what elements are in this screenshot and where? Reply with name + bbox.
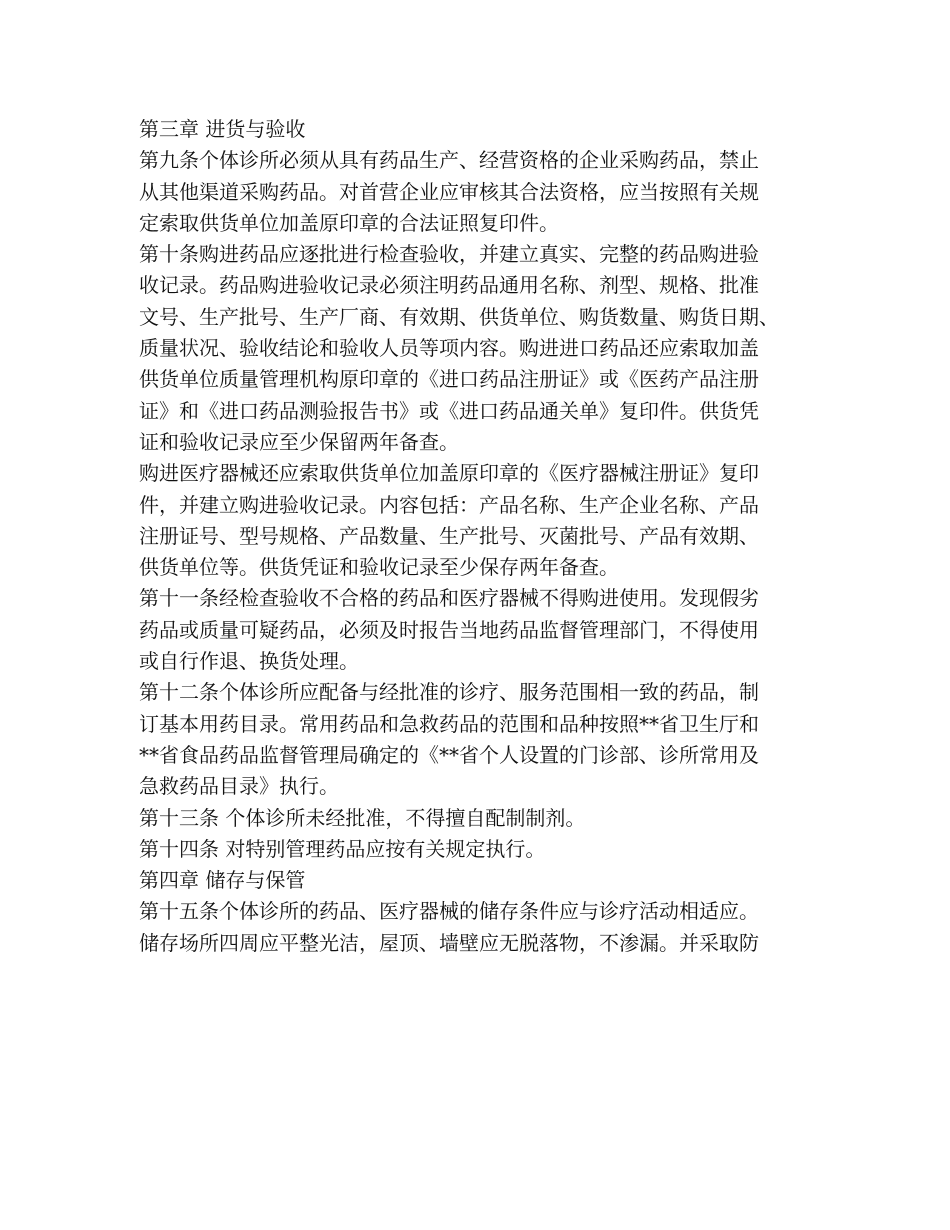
- text-line: 定索取供货单位加盖原印章的合法证照复印件。: [139, 210, 559, 235]
- document-body: [139, 114, 829, 959]
- text-line: 第十三条 个体诊所未经批准，不得擅自配制制剂。: [139, 805, 586, 830]
- text-line: 购进医疗器械还应索取供货单位加盖原印章的《医疗器械注册证》复印: [139, 461, 759, 486]
- text-line: 证》和《进口药品测验报告书》或《进口药品通关单》复印件。供货凭: [139, 398, 759, 423]
- text-line: 储存场所四周应平整光洁，屋顶、墙壁应无脱落物，不渗漏。并采取防: [139, 930, 759, 955]
- text-line: 质量状况、验收结论和验收人员等项内容。购进进口药品还应索取加盖: [139, 336, 759, 361]
- text-line: 证和验收记录应至少保留两年备查。: [139, 429, 459, 454]
- text-line: 件，并建立购进验收记录。内容包括：产品名称、生产企业名称、产品: [139, 492, 759, 517]
- chapter-heading-4: 第四章 储存与保管: [139, 868, 306, 893]
- text-line: 文号、生产批号、生产厂商、有效期、供货单位、购货数量、购货日期、: [139, 304, 779, 329]
- text-line: 第十一条经检查验收不合格的药品和医疗器械不得购进使用。发现假劣: [139, 586, 759, 611]
- text-line: 急救药品目录》执行。: [139, 774, 339, 799]
- text-line: 收记录。药品购进验收记录必须注明药品通用名称、剂型、规格、批准: [139, 273, 759, 298]
- text-line: 第九条个体诊所必须从具有药品生产、经营资格的企业采购药品，禁止: [139, 148, 759, 173]
- text-line: 第十条购进药品应逐批进行检查验收，并建立真实、完整的药品购进验: [139, 242, 759, 267]
- text-line: 第十四条 对特别管理药品应按有关规定执行。: [139, 836, 546, 861]
- text-line: 订基本用药目录。常用药品和急救药品的范围和品种按照**省卫生厅和: [139, 711, 759, 736]
- text-line: 第十二条个体诊所应配备与经批准的诊疗、服务范围相一致的药品，制: [139, 680, 759, 705]
- text-line: 第十五条个体诊所的药品、医疗器械的储存条件应与诊疗活动相适应。: [139, 899, 759, 924]
- text-line: 药品或质量可疑药品，必须及时报告当地药品监督管理部门，不得使用: [139, 617, 759, 642]
- text-line: 注册证号、型号规格、产品数量、生产批号、灭菌批号、产品有效期、: [139, 523, 759, 548]
- text-line: 供货单位质量管理机构原印章的《进口药品注册证》或《医药产品注册: [139, 367, 759, 392]
- text-line: **省食品药品监督管理局确定的《**省个人设置的门诊部、诊所常用及: [139, 742, 759, 767]
- text-line: 或自行作退、换货处理。: [139, 649, 359, 674]
- text-line: 供货单位等。供货凭证和验收记录至少保存两年备查。: [139, 555, 619, 580]
- chapter-heading-3: 第三章 进货与验收: [139, 117, 306, 141]
- text-line: 从其他渠道采购药品。对首营企业应审核其合法资格，应当按照有关规: [139, 179, 759, 204]
